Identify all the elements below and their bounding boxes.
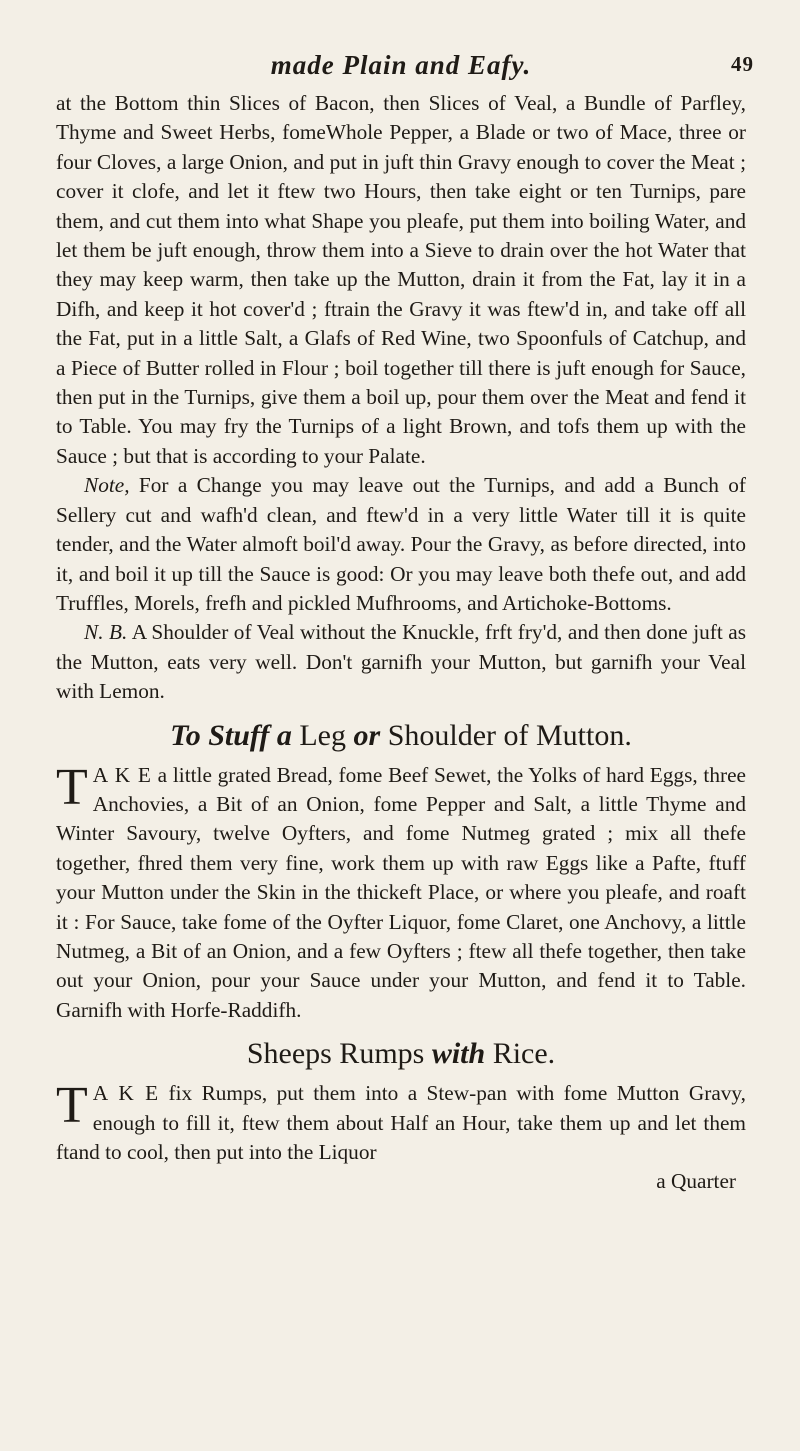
heading-stuff-c: or <box>353 718 381 752</box>
heading-stuff-b: Leg <box>291 718 354 752</box>
book-page <box>56 50 754 1196</box>
paragraph-note <box>56 471 746 618</box>
recipe-sheeps-rumps <box>56 1079 746 1167</box>
heading-rumps-c: Rice. <box>492 1037 556 1071</box>
recipe-stuff-body: a little grated Bread, fome Beef Sewet, the Yolks of hard Eggs, three Anchovies, a Bit of an Onion, fome Pepper and Salt, a little Thyme and Winter Savoury, twelve Oyfters, and fome Nutmeg grated ; mix all thefe together, fhred them very fine, work them up with raw Eggs like a Pafte, ftuff your Mutton under the Skin in the thickeft Place, or where you pleafe, and roaft it : For Sauce, take fome of the Oyfter Liquor, fome Claret, one Anchovy, a little Nutmeg, a Bit of an Onion, and a few Oyfters ; ftew all thefe together, then take out your Onion, pour your Sauce under your Mutton, and fend it to Table. Garnifh with Horfe-Raddifh. <box>56 762 746 1022</box>
recipe-stuff-lead: A K E <box>92 762 152 787</box>
heading-stuff-d: Shoulder of Mutton. <box>380 718 632 752</box>
running-header <box>56 50 754 81</box>
recipe-rumps-body: fix Rumps, put them into a Stew-pan with fome Mutton Gravy, enough to fill it, ftew them about Half an Hour, take them up and let them ftand to cool, then put into the Liquor <box>56 1081 747 1164</box>
paragraph-mutton-turnips: at the Bottom thin Slices of Bacon, then Slices of Veal, a Bundle of Parfley, Thyme and Sweet Herbs, fomeWhole Pepper, a Blade or two of Mace, three or four Cloves, a large Onion, and put in juft thin Gravy enough to cover the Meat ; cover it clofe, and let it ftew two Hours, then take eight or ten Turnips, pare them, and cut them into what Shape you pleafe, put them into boiling Water, and let them be juft enough, throw them into a Sieve to drain over the hot Water that they may keep warm, then take up the Mutton, drain it from the Fat, lay it in a Difh, and keep it hot cover'd ; ftrain the Gravy it was ftew'd in, and take off all the Fat, put in a little Salt, a Glafs of Red Wine, two Spoonfuls of Catchup, and a Piece of Butter rolled in Flour ; boil together till there is juft enough for Sauce, then put in the Turnips, give them a boil up, pour them over the Meat and fend it to Table. You may fry the Turnips of a light Brown, and tofs them up with the Sauce ; but that is according to your Palate. <box>56 91 746 468</box>
heading-sheeps-rumps <box>56 1035 746 1073</box>
heading-stuff-a: To Stuff a <box>170 718 292 752</box>
nb-text: A Shoulder of Veal without the Knuckle, frft fry'd, and then done juft as the Mutton, eats very well. Don't garnifh your Mutton, but garnifh your Veal with Lemon. <box>56 620 747 704</box>
heading-rumps-b: with <box>424 1037 493 1071</box>
catchword: a Quarter <box>656 1169 736 1194</box>
note-lead: Note, <box>84 473 130 498</box>
recipe-stuff-mutton <box>56 758 746 1026</box>
nb-lead: N. B. <box>84 620 128 645</box>
note-text: For a Change you may leave out the Turnips, and add a Bunch of Sellery cut and wafh'd clean, and ftew'd in a very little Water till it is quite tender, and the Water almoft boil'd away. Pour the Gravy, as before directed, into it, and boil it up till the Sauce is good: Or you may leave both thefe out, and add Truffles, Morels, frefh and pickled Mufhrooms, and Artichoke-Bottoms. <box>56 473 746 615</box>
heading-rumps-a: Sheeps Rumps <box>246 1037 425 1071</box>
dropcap-stuff: T <box>56 758 88 816</box>
heading-stuff-mutton <box>56 717 746 755</box>
recipe-rumps-lead: A K E <box>92 1081 160 1106</box>
page-number: 49 <box>731 52 754 76</box>
dropcap-rumps: T <box>56 1077 88 1135</box>
running-title: made Plain and Eafy. <box>270 50 532 80</box>
paragraph-nb <box>56 618 746 706</box>
